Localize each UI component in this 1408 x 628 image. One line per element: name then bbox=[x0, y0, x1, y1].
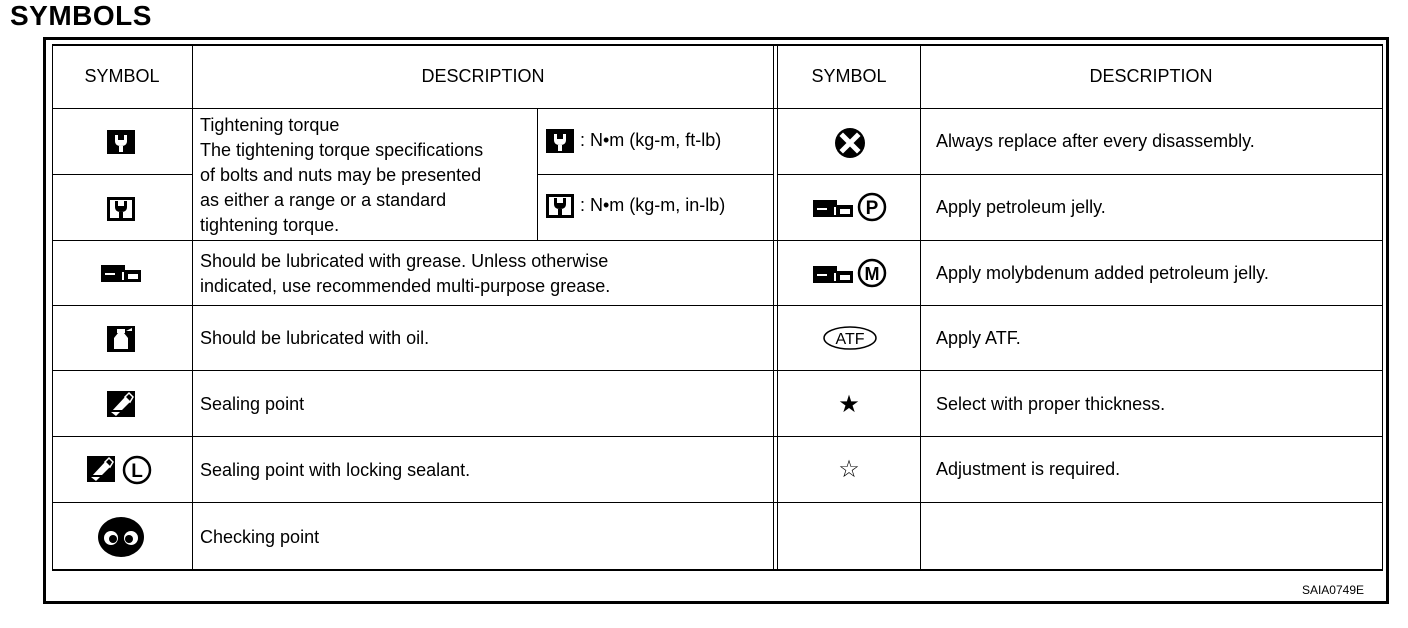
torque-unit-ft-lb: : N•m (kg-m, ft-lb) bbox=[580, 130, 722, 150]
grease-petroleum-icon bbox=[812, 198, 854, 218]
desc-torque-line4: as either a range or a standard bbox=[200, 190, 447, 210]
svg-text:P: P bbox=[865, 198, 879, 219]
desc-thickness: Select with proper thickness. bbox=[936, 394, 1166, 414]
desc-torque-line2: The tightening torque specifications bbox=[200, 140, 484, 160]
table-bottom-rule bbox=[52, 569, 1383, 571]
sealant-tube-locking-icon bbox=[86, 455, 116, 483]
grease-gun-icon bbox=[100, 263, 142, 283]
row-rule bbox=[52, 370, 1383, 371]
desc-checking: Checking point bbox=[200, 527, 320, 547]
col-rule bbox=[1382, 44, 1383, 571]
desc-replace: Always replace after every disassembly. bbox=[936, 131, 1255, 151]
atf-icon bbox=[822, 325, 878, 351]
desc-torque-line1: Tightening torque bbox=[200, 115, 340, 135]
tightening-torque-icon bbox=[545, 128, 575, 154]
tightening-torque-alt-icon bbox=[545, 193, 575, 219]
col-rule bbox=[920, 44, 921, 571]
row-rule bbox=[537, 174, 774, 175]
svg-text:L: L bbox=[131, 461, 143, 482]
desc-sealing-locking: Sealing point with locking sealant. bbox=[200, 460, 471, 480]
torque-unit-in-lb: : N•m (kg-m, in-lb) bbox=[580, 195, 726, 215]
hollow-star-icon: ☆ bbox=[838, 456, 860, 483]
petroleum-letter-icon bbox=[857, 192, 887, 222]
row-rule bbox=[52, 305, 1383, 306]
desc-adjustment: Adjustment is required. bbox=[936, 459, 1121, 479]
row-rule bbox=[52, 436, 1383, 437]
locking-letter-icon bbox=[122, 455, 152, 485]
desc-oil: Should be lubricated with oil. bbox=[200, 328, 430, 348]
header-rule bbox=[52, 108, 1383, 109]
desc-grease-line1: Should be lubricated with grease. Unless otherwise bbox=[200, 251, 609, 271]
col-rule bbox=[777, 44, 778, 571]
col-rule bbox=[773, 44, 774, 571]
row-rule bbox=[52, 240, 1383, 241]
desc-petroleum: Apply petroleum jelly. bbox=[936, 197, 1106, 217]
grease-molybdenum-icon bbox=[812, 264, 854, 284]
page-title: SYMBOLS bbox=[10, 0, 152, 31]
svg-text:ATF: ATF bbox=[835, 331, 865, 348]
tightening-torque-icon bbox=[106, 129, 136, 155]
desc-atf: Apply ATF. bbox=[936, 328, 1021, 348]
solid-star-icon: ★ bbox=[838, 391, 860, 418]
header-symbol-right: SYMBOL bbox=[811, 66, 887, 86]
table-top-rule bbox=[52, 44, 1383, 46]
figure-code: SAIA0749E bbox=[1301, 583, 1364, 597]
header-description-left: DESCRIPTION bbox=[421, 66, 545, 86]
desc-sealing: Sealing point bbox=[200, 394, 305, 414]
oil-can-icon bbox=[106, 325, 136, 353]
desc-torque-line5: tightening torque. bbox=[200, 215, 340, 235]
sealant-tube-icon bbox=[106, 390, 136, 418]
col-rule bbox=[52, 44, 53, 571]
molybdenum-letter-icon bbox=[857, 258, 887, 288]
desc-torque-line3: of bolts and nuts may be presented bbox=[200, 165, 482, 185]
col-rule bbox=[537, 108, 538, 240]
svg-text:M: M bbox=[864, 264, 880, 284]
row-rule bbox=[778, 174, 1383, 175]
row-rule bbox=[52, 502, 1383, 503]
header-symbol-left: SYMBOL bbox=[84, 66, 160, 86]
desc-grease-line2: indicated, use recommended multi-purpose grease. bbox=[200, 276, 611, 296]
replace-cross-icon bbox=[834, 127, 866, 159]
row-rule bbox=[52, 174, 193, 175]
header-description-right: DESCRIPTION bbox=[1089, 66, 1213, 86]
desc-molybdenum: Apply molybdenum added petroleum jelly. bbox=[936, 263, 1269, 283]
eyes-icon bbox=[96, 516, 146, 558]
tightening-torque-alt-icon bbox=[106, 196, 136, 222]
col-rule bbox=[192, 44, 193, 571]
